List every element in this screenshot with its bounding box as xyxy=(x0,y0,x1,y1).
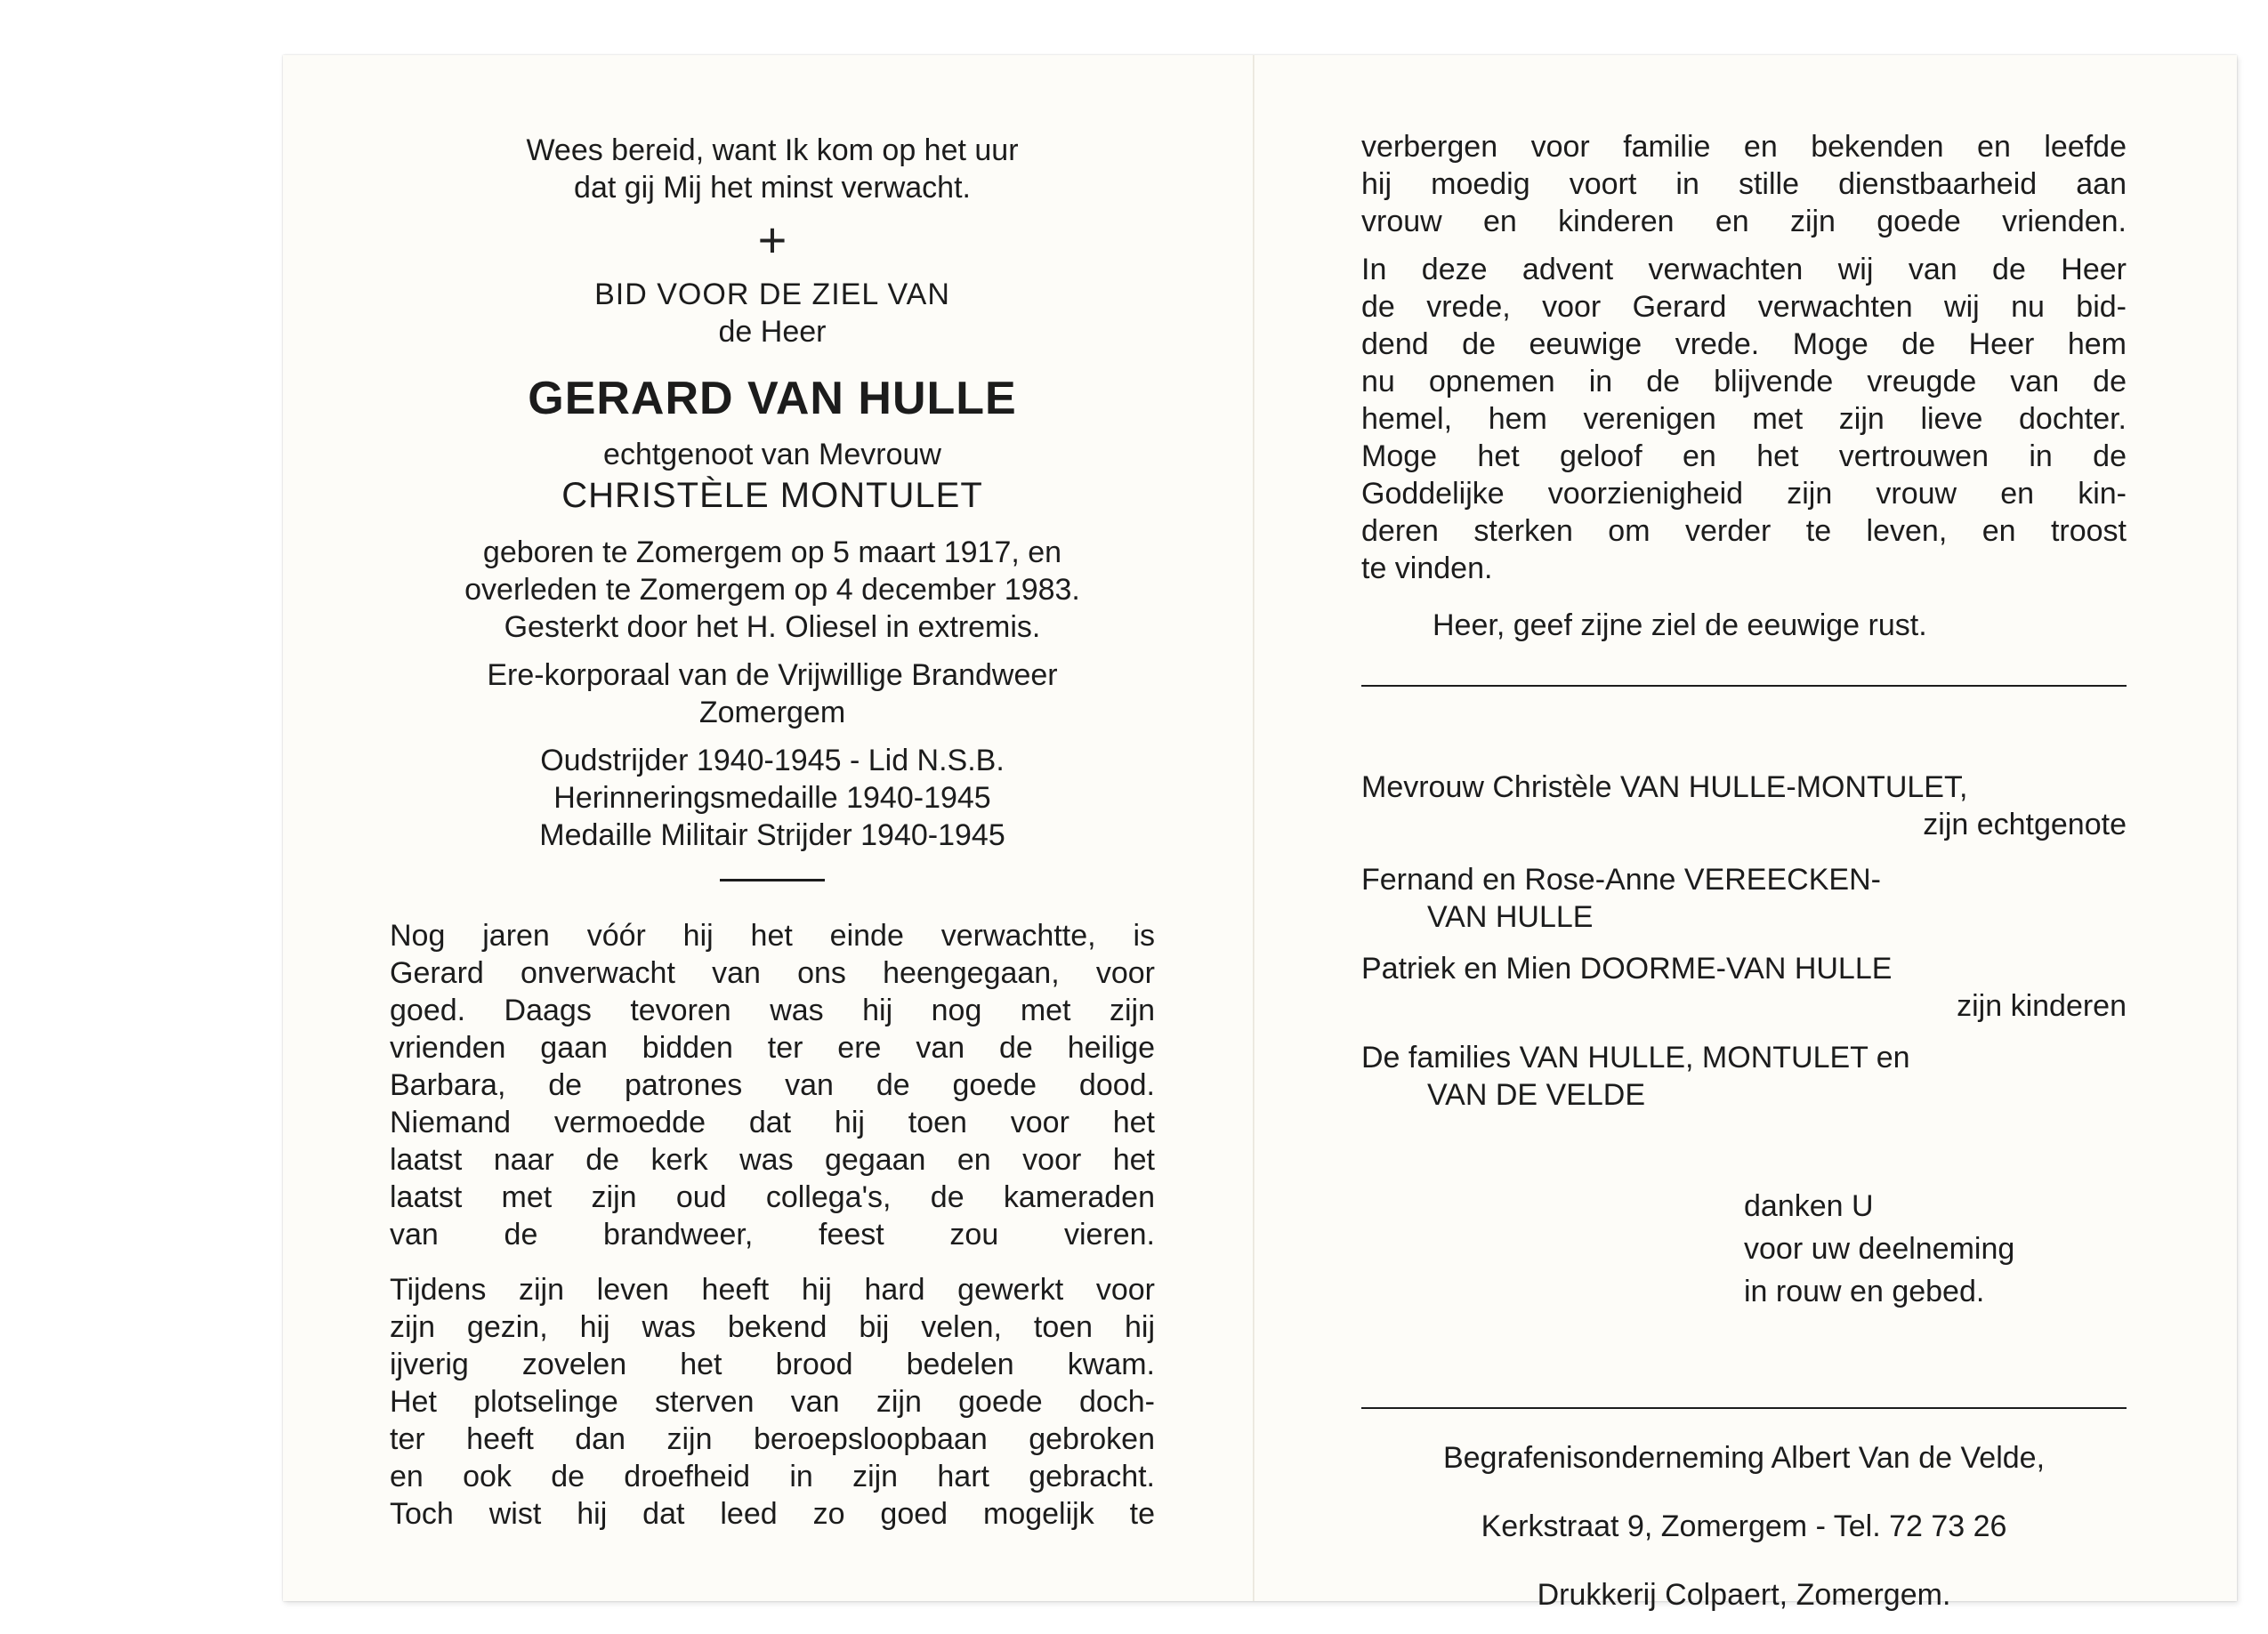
honor-line: Herinneringsmedaille 1940-1945 xyxy=(553,781,991,815)
text-line: zijn gezin, hij was bekend bij velen, toen hij xyxy=(390,1310,1155,1344)
divider xyxy=(1361,685,2127,687)
thanks-line: in rouw en gebed. xyxy=(1744,1275,1985,1308)
text-line: Moge het geloof en het vertrouwen in de xyxy=(1361,439,2127,473)
text-line: Nog jaren vóór hij het einde verwachtte, is xyxy=(390,919,1155,953)
text-line: Tijdens zijn leven heeft hij hard gewerkt voor xyxy=(390,1273,1155,1307)
text-line: laatst met zijn oud collega's, de kameraden xyxy=(390,1180,1155,1214)
text-line: verbergen voor familie en bekenden en leefde xyxy=(1361,130,2127,164)
spouse-name: CHRISTÈLE MONTULET xyxy=(561,476,983,515)
family-relatives: De families VAN HULLE, MONTULET en xyxy=(1361,1041,1910,1075)
text-line: ter heeft dan zijn beroepsloopbaan gebroken xyxy=(390,1422,1155,1456)
divider xyxy=(720,879,825,881)
honor-line: Zomergem xyxy=(698,696,846,729)
text-paragraph-4 xyxy=(1361,251,2127,587)
text-line: Goddelijke voorzienigheid zijn vrouw en kin- xyxy=(1361,477,2127,511)
life-dates xyxy=(390,534,1155,646)
life-line: overleden te Zomergem op 4 december 1983. xyxy=(464,573,1080,607)
undertaker-line: Begrafenisonderneming Albert Van de Velde, xyxy=(1442,1441,2046,1475)
honor-line: Oudstrijder 1940-1945 - Lid N.S.B. xyxy=(540,744,1005,777)
card-fold xyxy=(1253,55,1255,1601)
text-paragraph-2 xyxy=(390,1271,1155,1533)
quote-line: Wees bereid, want Ik kom op het uur xyxy=(526,133,1019,167)
text-line: Niemand vermoedde dat hij toen voor het xyxy=(390,1106,1155,1139)
text-line: en ook de droefheid in zijn hart gebracht. xyxy=(390,1460,1155,1493)
family-child: Patriek en Mien DOORME-VAN HULLE xyxy=(1361,952,1893,986)
left-page xyxy=(390,55,1155,1601)
family-list xyxy=(1361,769,2127,1114)
thanks-block xyxy=(1361,1185,2127,1313)
text-line: Barbara, de patrones van de goede dood. xyxy=(390,1068,1155,1102)
undertaker-line: Kerkstraat 9, Zomergem - Tel. 72 73 26 xyxy=(1481,1509,2007,1543)
undertaker-line: Drukkerij Colpaert, Zomergem. xyxy=(1537,1578,1951,1612)
text-line: nu opnemen in de blijvende vreugde van de xyxy=(1361,365,2127,398)
honors-fire-brigade xyxy=(390,656,1155,731)
life-line: geboren te Zomergem op 5 maart 1917, en xyxy=(482,535,1062,569)
text-line: Toch wist hij dat leed zo goed mogelijk te xyxy=(390,1497,1155,1531)
spouse-intro: echtgenoot van Mevrouw xyxy=(603,438,941,471)
family-child: Fernand en Rose-Anne VEREECKEN- xyxy=(1361,863,1881,897)
honors-military xyxy=(390,742,1155,854)
cross-icon: + xyxy=(757,212,787,268)
family-relatives: VAN DE VELDE xyxy=(1427,1078,1646,1112)
text-line: dend de eeuwige vrede. Moge de Heer hem xyxy=(1361,327,2127,361)
text-line: van de brandweer, feest zou vieren. xyxy=(390,1218,1155,1252)
text-line: ijverig zovelen het brood bedelen kwam. xyxy=(390,1348,1155,1381)
honor-line: Medaille Militair Strijder 1940-1945 xyxy=(539,818,1005,852)
honor-line: Ere-korporaal van de Vrijwillige Brandweer xyxy=(487,658,1058,692)
family-child: VAN HULLE xyxy=(1427,900,1594,934)
text-paragraph-1 xyxy=(390,917,1155,1253)
text-line: vrouw en kinderen en zijn goede vrienden. xyxy=(1361,205,2127,238)
text-line: hij moedig voort in stille dienstbaarheid aan xyxy=(1361,167,2127,201)
family-widow: Mevrouw Christèle VAN HULLE-MONTULET, xyxy=(1361,770,1968,804)
text-line: vrienden gaan bidden ter ere van de heilige xyxy=(390,1031,1155,1065)
right-page xyxy=(1361,55,2127,1612)
text-line: Het plotselinge sterven van zijn goede doch- xyxy=(390,1385,1155,1419)
undertaker-info xyxy=(1361,1439,2127,1614)
quote-line: dat gij Mij het minst verwacht. xyxy=(574,171,971,205)
life-line: Gesterkt door het H. Oliesel in extremis. xyxy=(504,610,1041,644)
deceased-name: GERARD VAN HULLE xyxy=(528,373,1017,424)
memorial-card xyxy=(283,55,2237,1612)
thanks-line: danken U xyxy=(1744,1189,1874,1223)
text-line: goed. Daags tevoren was hij nog met zijn xyxy=(390,994,1155,1027)
text-line: Gerard onverwacht van ons heengegaan, voor xyxy=(390,956,1155,990)
family-role: zijn kinderen xyxy=(1957,989,2127,1023)
bible-quote xyxy=(390,132,1155,206)
text-line: de vrede, voor Gerard verwachten wij nu bid- xyxy=(1361,290,2127,324)
text-line: laatst naar de kerk was gegaan en voor het xyxy=(390,1143,1155,1177)
thanks-line: voor uw deelneming xyxy=(1744,1232,2015,1266)
prayer-heading xyxy=(390,276,1155,350)
text-line: In deze advent verwachten wij van de Heer xyxy=(1361,253,2127,286)
text-paragraph-3 xyxy=(1361,128,2127,240)
divider xyxy=(1361,1407,2127,1409)
family-role: zijn echtgenote xyxy=(1923,808,2127,841)
prayer-line: de Heer xyxy=(718,315,827,349)
text-line: deren sterken om verder te leven, en troost xyxy=(1361,514,2127,548)
prayer-line: BID VOOR DE ZIEL VAN xyxy=(594,278,950,311)
text-line: te vinden. xyxy=(1361,551,1493,585)
text-line: hemel, hem verenigen met zijn lieve dochter. xyxy=(1361,402,2127,436)
final-prayer: Heer, geef zijne ziel de eeuwige rust. xyxy=(1433,608,1927,642)
